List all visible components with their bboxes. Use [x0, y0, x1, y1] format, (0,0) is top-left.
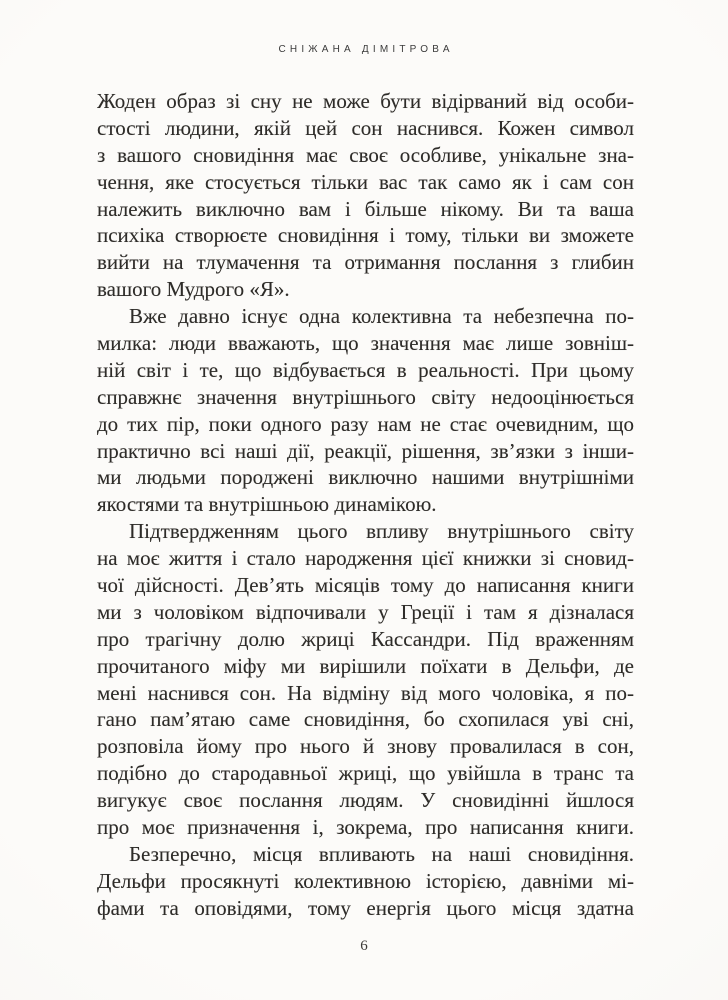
text-line: Дельфи просякнуті колективною історією, давніми мі-: [97, 868, 634, 893]
paragraph: [97, 841, 634, 922]
text-line: мені наснився сон. На відміну від мого чоловіка, я по-: [97, 680, 634, 705]
text-line: Підтвердженням цього впливу внутрішнього світу: [129, 519, 634, 544]
page-number: 6: [360, 938, 368, 954]
text-line: вийти на тлумачення та отримання послання з глибин: [97, 250, 634, 275]
text-line: гано пам’ятаю саме сновидіння, бо схопилася уві сні,: [97, 707, 634, 732]
text-line: до тих пір, поки одного разу нам не стає очевидним, що: [97, 411, 634, 436]
text-line: подібно до стародавньої жриці, що увійшла в транс та: [97, 761, 634, 786]
text-line: про моє призначення і, зокрема, про написання книги.: [97, 815, 634, 840]
running-header-author: СНІЖАНА ДІМІТРОВА: [278, 44, 454, 55]
text-line: Безперечно, місця впливають на наші сновидіння.: [129, 841, 634, 866]
text-line: розповіла йому про нього й знову провалилася в сон,: [97, 734, 634, 759]
text-line: вашого Мудрого «Я».: [97, 277, 290, 302]
text-line: ми з чоловіком відпочивали у Греції і там я дізналася: [97, 599, 634, 624]
text-line: якостями та внутрішньою динамікою.: [97, 492, 437, 517]
text-line: з вашого сновидіння має своє особливе, унікальне зна-: [97, 142, 634, 167]
text-line: ми людьми породжені виключно нашими внутрішніми: [97, 465, 634, 490]
text-line: Жоден образ зі сну не може бути відірваний від особи-: [97, 89, 634, 113]
text-line: на моє життя і стало народження цієї книжки зі сновид-: [97, 546, 634, 571]
text-line: справжнє значення внутрішнього світу недооцінюється: [97, 384, 634, 409]
text-line: психіка створюєте сновидіння і тому, тільки ви зможете: [97, 223, 634, 248]
paragraph: [97, 88, 634, 303]
text-line: прочитаного міфу ми вирішили поїхати в Дельфи, де: [97, 653, 634, 678]
text-line: чої дійсності. Дев’ять місяців тому до написання книги: [97, 573, 634, 598]
paragraph: [97, 303, 634, 518]
text-line: Вже давно існує одна колективна та небезпечна по-: [129, 304, 634, 329]
text-line: про трагічну долю жриці Кассандри. Під враженням: [97, 626, 634, 651]
text-line: милка: люди вважають, що значення має лише зовніш-: [97, 331, 634, 356]
paragraph: [97, 518, 634, 841]
text-line: фами та оповідями, тому енергія цього місця здатна: [97, 895, 634, 920]
text-line: вигукує своє послання людям. У сновидінні йшлося: [97, 788, 634, 813]
text-line: чення, яке стосується тільки вас так само як і сам сон: [97, 169, 634, 194]
text-line: ній світ і те, що відбувається в реальності. При цьому: [97, 357, 634, 382]
text-line: належить виключно вам і більше нікому. Ви та ваша: [97, 196, 634, 221]
text-line: стості людини, якій цей сон наснився. Кожен символ: [97, 115, 634, 140]
text-line: практично всі наші дії, реакції, рішення, зв’язки з інши-: [97, 438, 634, 463]
page-body: [97, 88, 634, 922]
